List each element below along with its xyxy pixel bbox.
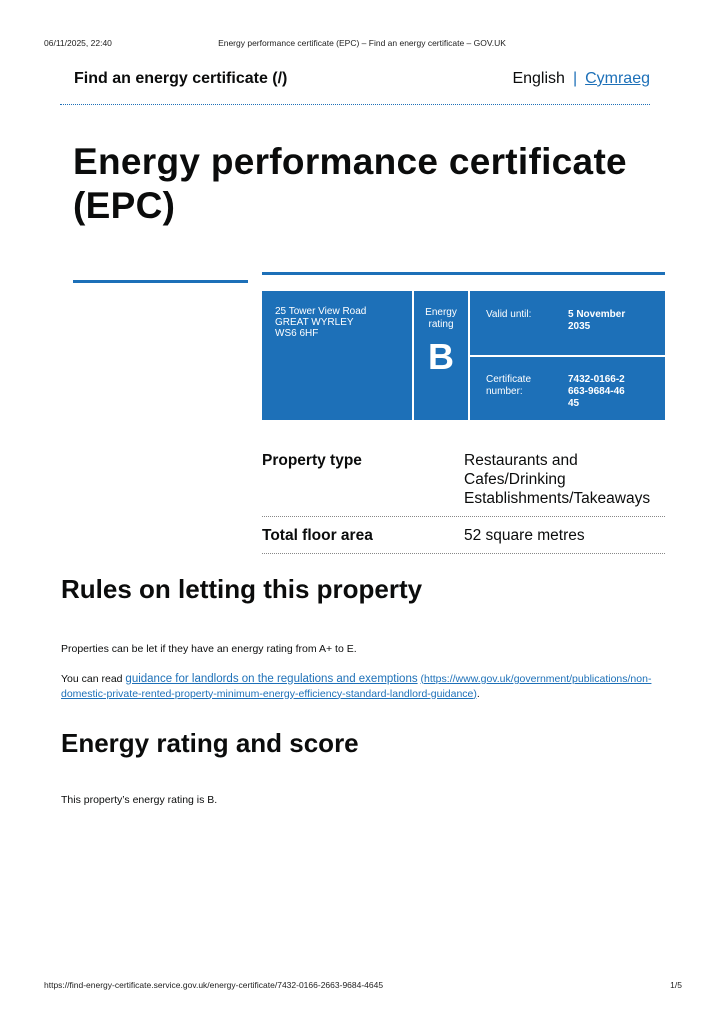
energy-rating-label: Energy rating — [425, 307, 457, 330]
guidance-suffix: . — [476, 687, 480, 700]
letting-rules-text: Properties can be let if they have an energy rating from A+ to E. — [61, 642, 357, 655]
epc-summary-box — [262, 291, 665, 420]
energy-rating-letter: B — [428, 336, 454, 377]
language-cymraeg-link[interactable]: Cymraeg — [585, 70, 650, 87]
address-line-1: 25 Tower View Road — [275, 306, 367, 317]
landlord-guidance-url[interactable]: (https://www.gov.uk/government/publications/non-domestic-private-rented-property-minimum-energy-efficiency-standard-landlord-guidance) — [61, 672, 652, 700]
service-name-link[interactable]: Find an energy certificate (/) — [74, 70, 288, 87]
page-title: Energy performance certificate (EPC) — [73, 141, 627, 226]
letting-rules-heading: Rules on letting this property — [61, 574, 423, 604]
summary-row-property-type — [262, 450, 665, 517]
guidance-prefix: You can read — [61, 672, 126, 685]
print-url: https://find-energy-certificate.service.gov.uk/energy-certificate/7432-0166-2663-9684-4645 — [44, 980, 384, 990]
energy-score-heading: Energy rating and score — [61, 728, 359, 758]
guidance-paragraph — [61, 672, 661, 702]
landlord-guidance-link[interactable]: guidance for landlords on the regulations and exemptions — [125, 672, 418, 685]
property-type-label: Property type — [262, 452, 362, 469]
language-switcher — [512, 70, 650, 88]
site-header — [60, 64, 650, 105]
valid-until-value: 5 November 2035 — [568, 309, 626, 332]
section-rule-left — [73, 280, 248, 283]
property-address — [275, 306, 366, 339]
address-line-3: WS6 6HF — [275, 328, 319, 339]
property-type-value: Restaurants and Cafes/Drinking Establishments/Takeaways — [464, 452, 651, 507]
box-divider — [470, 355, 665, 357]
section-rule-right — [262, 272, 665, 275]
energy-score-text: This property’s energy rating is B. — [61, 793, 218, 806]
print-date: 06/11/2025, 22:40 — [44, 38, 112, 48]
certificate-number-value: 7432-0166-2663-9684-4645 — [568, 374, 625, 409]
language-separator: | — [572, 70, 578, 87]
address-line-2: GREAT WYRLEY — [275, 317, 354, 328]
certificate-number-label: Certificate number: — [486, 374, 532, 397]
floor-area-value: 52 square metres — [464, 527, 585, 544]
summary-row-floor-area — [262, 517, 665, 554]
print-document-title: Energy performance certificate (EPC) – Find an energy certificate – GOV.UK — [218, 38, 506, 48]
valid-until-label: Valid until: — [486, 309, 532, 320]
language-english: English — [512, 70, 565, 87]
floor-area-label: Total floor area — [262, 527, 373, 544]
property-summary — [262, 450, 665, 554]
page-number: 1/5 — [670, 980, 682, 990]
